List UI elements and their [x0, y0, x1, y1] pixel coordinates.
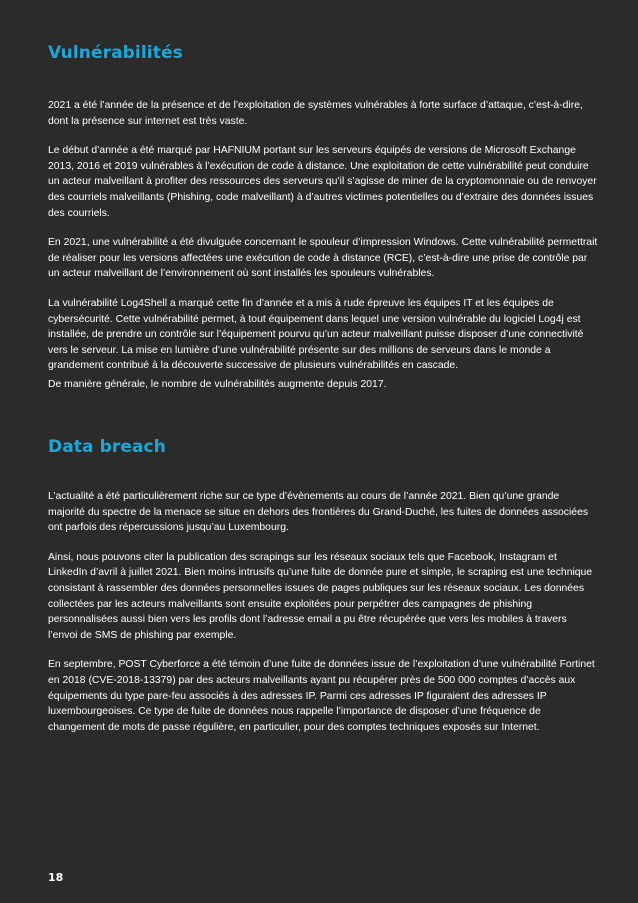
paragraph: Le début d’année a été marqué par HAFNIUM portant sur les serveurs équipés de versions de Microsoft Exchange 2013, 2016 et 2019 vulnérables à l’exécution de code à distance. Une exploitation de cette vulnérabilité peut conduire un acteur malveillant à profiter des ressources des serveurs qu’il s’agisse de miner de la cryptomonnaie ou de renvoyer des courriels malveillants (Phishing, code malveillant) à d’autres victimes potentielles ou d’extraire des données issues des courriels.: [48, 145, 597, 219]
paragraph: Ainsi, nous pouvons citer la publication des scrapings sur les réseaux sociaux tels que Facebook, Instagram et LinkedIn d’avril à juillet 2021. Bien moins intrusifs qu’une fuite de donnée pure et simple, le scraping est une technique consistant à rassembler des données personnelles issues de pages publiques sur les réseaux sociaux. Les données collectées par les acteurs malveillants sont ensuite exploitées pour perpétrer des campagnes de phishing personnalisées aussi bien vers les profils dont l’adresse email a pu être récupérée que vers les mobiles à travers l’envoi de SMS de phishing par exemple.: [48, 551, 593, 641]
section-heading-data-breach: Data breach: [48, 437, 166, 457]
paragraph: De manière générale, le nombre de vulnérabilités augmente depuis 2017.: [48, 378, 387, 390]
page-number: 18: [48, 871, 64, 884]
section-vulnerabilites: [48, 98, 598, 393]
paragraph: En 2021, une vulnérabilité a été divulguée concernant le spouleur d’impression Windows. Cette vulnérabilité permettrait de réaliser pour les versions affectées une exécution de code à distance (RCE), c’est-à-dire une prise de contrôle par un acteur malveillant de l’environnement où sont installés les spouleurs vulnérables.: [48, 237, 598, 280]
paragraph: En septembre, POST Cyberforce a été témoin d’une fuite de données issue de l’exploitation d’une vulnérabilité Fortinet en 2018 (CVE-2018-13379) par des acteurs malveillants ayant pu récupérer près de 500 000 comptes d’accès aux équipements du type pare-feu associés à des adresses IP. Parmi ces adresses IP figuraient des adresses IP luxembourgeoises. Ce type de fuite de données nous rappelle l’importance de disposer d’une fréquence de changement de mots de passe régulière, en particulier, pour des comptes techniques exposés sur Internet.: [48, 659, 595, 733]
paragraph: La vulnérabilité Log4Shell a marqué cette fin d’année et a mis à rude épreuve les équipes IT et les équipes de cybersécurité. Cette vulnérabilité permet, à tout équipement dans lequel une version vulnérable du logiciel Log4j est installée, de prendre un contrôle sur l’équipement pourvu qu’un acteur malveillant puisse disposer d’une connectivité vers le serveur. La mise en lumière d’une vulnérabilité présente sur des millions de serveurs dans le monde a grandement contribué à la découverte successive de plusieurs vulnérabilités en cascade.: [48, 297, 584, 372]
paragraph: L’actualité a été particulièrement riche sur ce type d’évènements au cours de l’année 2021. Bien qu’une grande majorité du spectre de la menace se situe en dehors des frontières du Grand-Duché, les fuites de données associées ont parfois des répercussions jusqu’au Luxembourg.: [48, 491, 589, 534]
section-heading-vulnerabilites: Vulnérabilités: [48, 43, 183, 63]
section-data-breach: [48, 489, 598, 735]
paragraph: 2021 a été l’année de la présence et de l’exploitation de systèmes vulnérables à forte surface d’attaque, c’est-à-dire, dont la présence sur internet est très vaste.: [48, 100, 583, 127]
